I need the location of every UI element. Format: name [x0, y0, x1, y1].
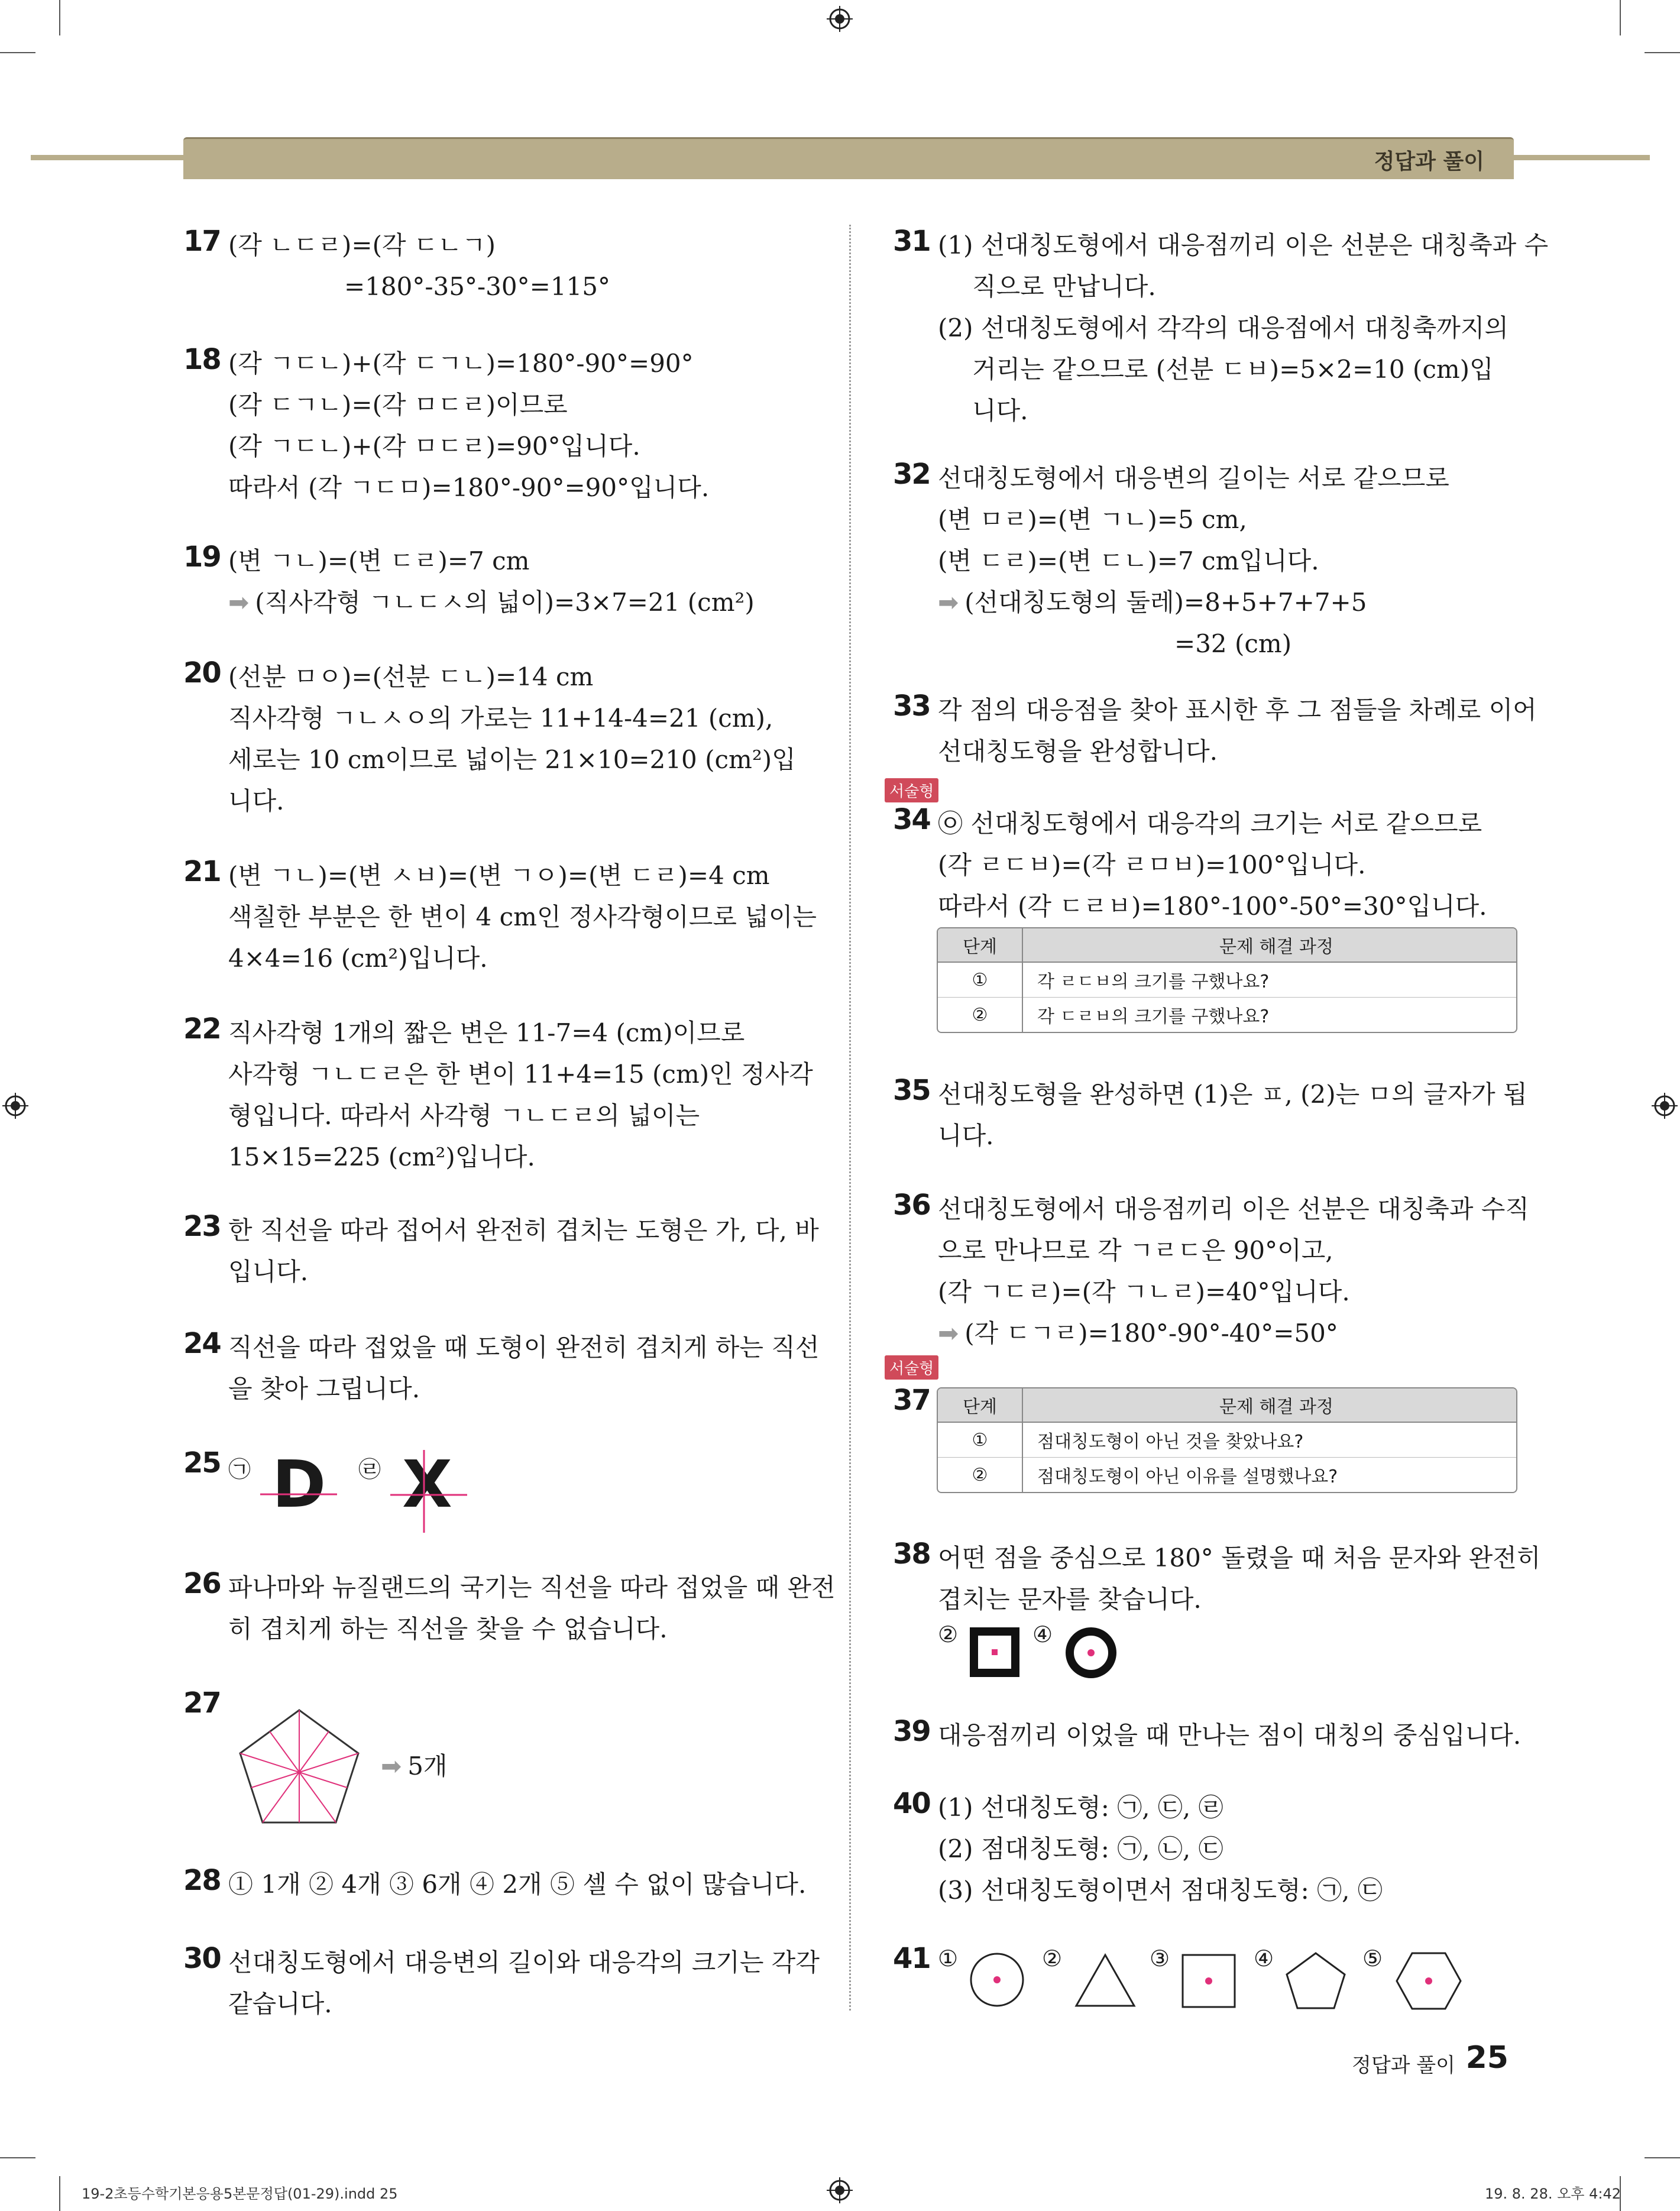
step-description: 각 ㄹㄷㅂ의 크기를 구했나요?: [1022, 962, 1516, 998]
grading-table: [937, 927, 1517, 1033]
table-header: 단계: [938, 1388, 1022, 1422]
answer-line: ㉧ 선대칭도형에서 대응각의 크기는 서로 같으므로: [938, 809, 1482, 838]
registration-mark-icon: [827, 2177, 853, 2203]
choice-label: ㉠: [228, 1456, 251, 1482]
question-number: 28: [183, 1864, 221, 1897]
question-number: 22: [183, 1012, 221, 1045]
answer-line: 직선을 따라 접었을 때 도형이 완전히 겹치게 하는 직선: [228, 1333, 820, 1362]
step-description: 각 ㄷㄹㅂ의 크기를 구했나요?: [1037, 1006, 1270, 1027]
answer-line: 각 점의 대응점을 찾아 표시한 후 그 점들을 차례로 이어: [938, 695, 1537, 724]
symmetry-axis-line: [260, 1491, 337, 1497]
question-number: 30: [183, 1942, 221, 1975]
answer-line: 선대칭도형을 완성하면 (1)은 ㅍ, (2)는 ㅁ의 글자가 됩: [938, 1080, 1527, 1109]
hexagon-figure: [1394, 1950, 1463, 2012]
step-number: ①: [938, 1422, 1022, 1458]
section-title: 정답과 풀이: [1374, 150, 1484, 174]
table-header: 문제 해결 과정: [1022, 928, 1516, 962]
answer-line: 어떤 점을 중심으로 180° 돌렸을 때 처음 문자와 완전히: [938, 1543, 1541, 1572]
answer-line: (각 ㄱㄷㄴ)+(각 ㅁㄷㄹ)=90°입니다.: [228, 432, 640, 461]
question-38: [893, 1537, 1541, 1679]
question-number: 41: [893, 1942, 930, 1975]
answer-line: (변 ㄱㄴ)=(변 ㄷㄹ)=7 cm: [228, 546, 530, 575]
answer-line: =180°-35°-30°=115°: [344, 272, 610, 301]
question-number: 27: [183, 1686, 221, 1720]
choice-label: ④: [1254, 1945, 1274, 1972]
answer-line: 을 찾아 그립니다.: [228, 1374, 420, 1403]
answer-line: 니다.: [972, 396, 1028, 425]
answer-text: 5개: [407, 1752, 448, 1781]
question-number: 31: [893, 225, 930, 258]
ring-letter-figure: [1064, 1626, 1118, 1679]
answer-line: (변 ㄱㄴ)=(변 ㅅㅂ)=(변 ㄱㅇ)=(변 ㄷㄹ)=4 cm: [228, 861, 770, 890]
table-row: [938, 998, 1516, 1032]
answer-line: (1) 선대칭도형에서 대응점끼리 이은 선분은 대칭축과 수: [938, 231, 1549, 260]
square-figure: [1180, 1953, 1237, 2009]
answer-line: (선분 ㅁㅇ)=(선분 ㄷㄴ)=14 cm: [228, 662, 594, 691]
crop-mark: [1620, 0, 1621, 35]
question-number: 23: [183, 1210, 221, 1243]
step-number: ②: [938, 998, 1022, 1032]
answer-line: (각 ㄱㄷㄹ)=(각 ㄱㄴㄹ)=40°입니다.: [938, 1277, 1350, 1306]
question-number: 39: [893, 1715, 930, 1748]
answer-line: 한 직선을 따라 접어서 완전히 겹치는 도형은 가, 다, 바: [228, 1216, 819, 1245]
question-number: 37: [893, 1384, 930, 1417]
answer-line: (각 ㄱㄷㄴ)+(각 ㄷㄱㄴ)=180°-90°=90°: [228, 349, 694, 378]
answer-line: ① 1개 ② 4개 ③ 6개 ④ 2개 ⑤ 셀 수 없이 많습니다.: [228, 1870, 807, 1899]
crop-mark: [1645, 52, 1680, 53]
question-number: 21: [183, 855, 221, 888]
answer-line: 선대칭도형을 완성합니다.: [938, 737, 1218, 766]
registration-mark-icon: [1652, 1093, 1678, 1119]
answer-line: (각 ㄷㄱㄹ)=180°-90°-40°=50°: [964, 1319, 1338, 1348]
answer-line: 입니다.: [228, 1257, 309, 1286]
choice-label: ⑤: [1362, 1945, 1383, 1972]
question-number: 40: [893, 1787, 930, 1820]
answer-line: 히 겹치게 하는 직선을 찾을 수 없습니다.: [228, 1614, 668, 1643]
answer-line: 거리는 같으므로 (선분 ㄷㅂ)=5×2=10 (cm)입: [972, 355, 1494, 384]
triangle-figure: [1073, 1951, 1138, 2011]
print-slug-date: 19. 8. 28. 오후 4:42: [1484, 2186, 1621, 2202]
question-25: [183, 1446, 479, 1529]
answer-line: 겹치는 문자를 찾습니다.: [938, 1585, 1202, 1614]
step-description: 점대칭도형이 아닌 것을 찾았나요?: [1022, 1422, 1516, 1458]
answer-line: 선대칭도형에서 대응변의 길이는 서로 같으므로: [938, 464, 1449, 493]
answer-line: 니다.: [938, 1121, 994, 1150]
answer-line: 직으로 만납니다.: [972, 272, 1156, 301]
answer-line: 4×4=16 (cm²)입니다.: [228, 944, 488, 973]
arrow-icon: ➡: [381, 1752, 402, 1781]
answer-line: 15×15=225 (cm²)입니다.: [228, 1142, 535, 1171]
question-number: 17: [183, 225, 221, 258]
question-27: [183, 1686, 538, 1828]
crop-mark: [0, 2157, 35, 2158]
step-description: 점대칭도형이 아닌 이유를 설명했나요?: [1037, 1467, 1338, 1487]
question-number: 25: [183, 1446, 221, 1480]
column-divider: [849, 225, 851, 2011]
table-header: 단계: [938, 928, 1022, 962]
table-row: [938, 1422, 1516, 1458]
pentagon-symmetry-figure: [234, 1704, 364, 1828]
symmetry-axis-lines: [390, 1450, 467, 1533]
step-number: ②: [938, 1458, 1022, 1493]
crop-mark: [0, 52, 35, 53]
answer-line: (각 ㄹㄷㅂ)=(각 ㄹㅁㅂ)=100°입니다.: [938, 850, 1366, 879]
answer-line: (변 ㅁㄹ)=(변 ㄱㄴ)=5 cm,: [938, 505, 1247, 534]
answer-line: 직사각형 1개의 짧은 변은 11-7=4 (cm)이므로: [228, 1018, 745, 1047]
answer-line: (각 ㄴㄷㄹ)=(각 ㄷㄴㄱ): [228, 231, 496, 260]
question-number: 38: [893, 1537, 930, 1571]
choice-label: ①: [938, 1945, 959, 1972]
answer-line: 색칠한 부분은 한 변이 4 cm인 정사각형이므로 넓이는: [228, 902, 817, 931]
question-number: 35: [893, 1074, 930, 1107]
question-number: 19: [183, 540, 221, 574]
answer-line: (각 ㄷㄱㄴ)=(각 ㅁㄷㄹ)이므로: [228, 390, 568, 419]
answer-line: (2) 점대칭도형: ㉠, ㉡, ㉢: [938, 1834, 1223, 1863]
crop-mark: [1645, 2157, 1680, 2158]
answer-line: 직사각형 ㄱㄴㅅㅇ의 가로는 11+14-4=21 (cm),: [228, 704, 773, 733]
answer-line: (직사각형 ㄱㄴㄷㅅ의 넓이)=3×7=21 (cm²): [255, 588, 755, 617]
page-number: 25: [1465, 2040, 1509, 2076]
choice-label: ②: [938, 1621, 959, 1647]
answer-line: 따라서 (각 ㄷㄹㅂ)=180°-100°-50°=30°입니다.: [938, 892, 1487, 921]
question-number: 24: [183, 1327, 221, 1360]
answer-line: 선대칭도형에서 대응변의 길이와 대응각의 크기는 각각: [228, 1948, 820, 1977]
header-rule: [31, 155, 183, 160]
choice-label: ②: [1042, 1945, 1063, 1972]
choice-label: ㉣: [358, 1456, 381, 1482]
question-number: 32: [893, 458, 930, 491]
crop-mark: [59, 0, 60, 35]
answer-line: (변 ㄷㄹ)=(변 ㄷㄴ)=7 cm입니다.: [938, 546, 1319, 575]
answer-line: 사각형 ㄱㄴㄷㄹ은 한 변이 11+4=15 (cm)인 정사각: [228, 1060, 813, 1089]
answer-line: (1) 선대칭도형: ㉠, ㉢, ㉣: [938, 1793, 1223, 1822]
symmetric-letter: X: [402, 1446, 452, 1522]
descriptive-badge: 서술형: [885, 778, 938, 802]
registration-mark-icon: [2, 1093, 28, 1119]
table-header: 문제 해결 과정: [1022, 1388, 1516, 1422]
answer-line: 선대칭도형에서 대응점끼리 이은 선분은 대칭축과 수직: [938, 1194, 1529, 1223]
registration-mark-icon: [827, 6, 853, 32]
question-number: 20: [183, 656, 221, 689]
print-slug-file: 19-2초등수학기본응용5본문정답(01-29).indd 25: [82, 2186, 398, 2202]
answer-line: 대응점끼리 이었을 때 만나는 점이 대칭의 중심입니다.: [938, 1721, 1522, 1750]
question-41: [893, 1942, 1514, 2019]
question-number: 34: [893, 803, 930, 836]
footer-section-title: 정답과 풀이: [1351, 2054, 1455, 2077]
answer-line: (2) 선대칭도형에서 각각의 대응점에서 대칭축까지의: [938, 313, 1509, 342]
symmetric-letter: D: [272, 1446, 326, 1522]
table-row: [938, 962, 1516, 998]
header-banner: [183, 137, 1514, 179]
answer-line: 따라서 (각 ㄱㄷㅁ)=180°-90°=90°입니다.: [228, 473, 710, 502]
choice-label: ③: [1150, 1945, 1170, 1972]
answer-line: 니다.: [228, 786, 284, 815]
circle-figure: [967, 1950, 1027, 2009]
answer-line: 으로 만나므로 각 ㄱㄹㄷ은 90°이고,: [938, 1236, 1333, 1265]
answer-line: =32 (cm): [1174, 629, 1292, 658]
answer-line: 파나마와 뉴질랜드의 국기는 직선을 따라 접었을 때 완전: [228, 1573, 836, 1602]
arrow-icon: ➡: [938, 1319, 959, 1348]
header-rule: [1514, 155, 1650, 160]
table-row: [938, 1458, 1516, 1493]
answer-line: 세로는 10 cm이므로 넓이는 21×10=210 (cm²)입: [228, 745, 796, 774]
answer-line: (선대칭도형의 둘레)=8+5+7+7+5: [964, 588, 1367, 617]
answer-line: 형입니다. 따라서 사각형 ㄱㄴㄷㄹ의 넓이는: [228, 1101, 700, 1130]
square-letter-figure: [970, 1627, 1019, 1677]
question-number: 33: [893, 689, 930, 723]
arrow-icon: ➡: [228, 588, 250, 617]
answer-line: 같습니다.: [228, 1989, 332, 2018]
question-number: 18: [183, 343, 221, 376]
descriptive-badge: 서술형: [885, 1355, 938, 1380]
grading-table: [937, 1387, 1517, 1493]
choice-label: ④: [1032, 1621, 1053, 1647]
arrow-icon: ➡: [938, 588, 959, 617]
crop-mark: [59, 2176, 60, 2211]
answer-line: (3) 선대칭도형이면서 점대칭도형: ㉠, ㉢: [938, 1876, 1383, 1905]
pentagon-figure: [1283, 1950, 1348, 2012]
question-number: 26: [183, 1567, 221, 1600]
question-number: 36: [893, 1189, 930, 1222]
step-number: ①: [938, 962, 1022, 998]
